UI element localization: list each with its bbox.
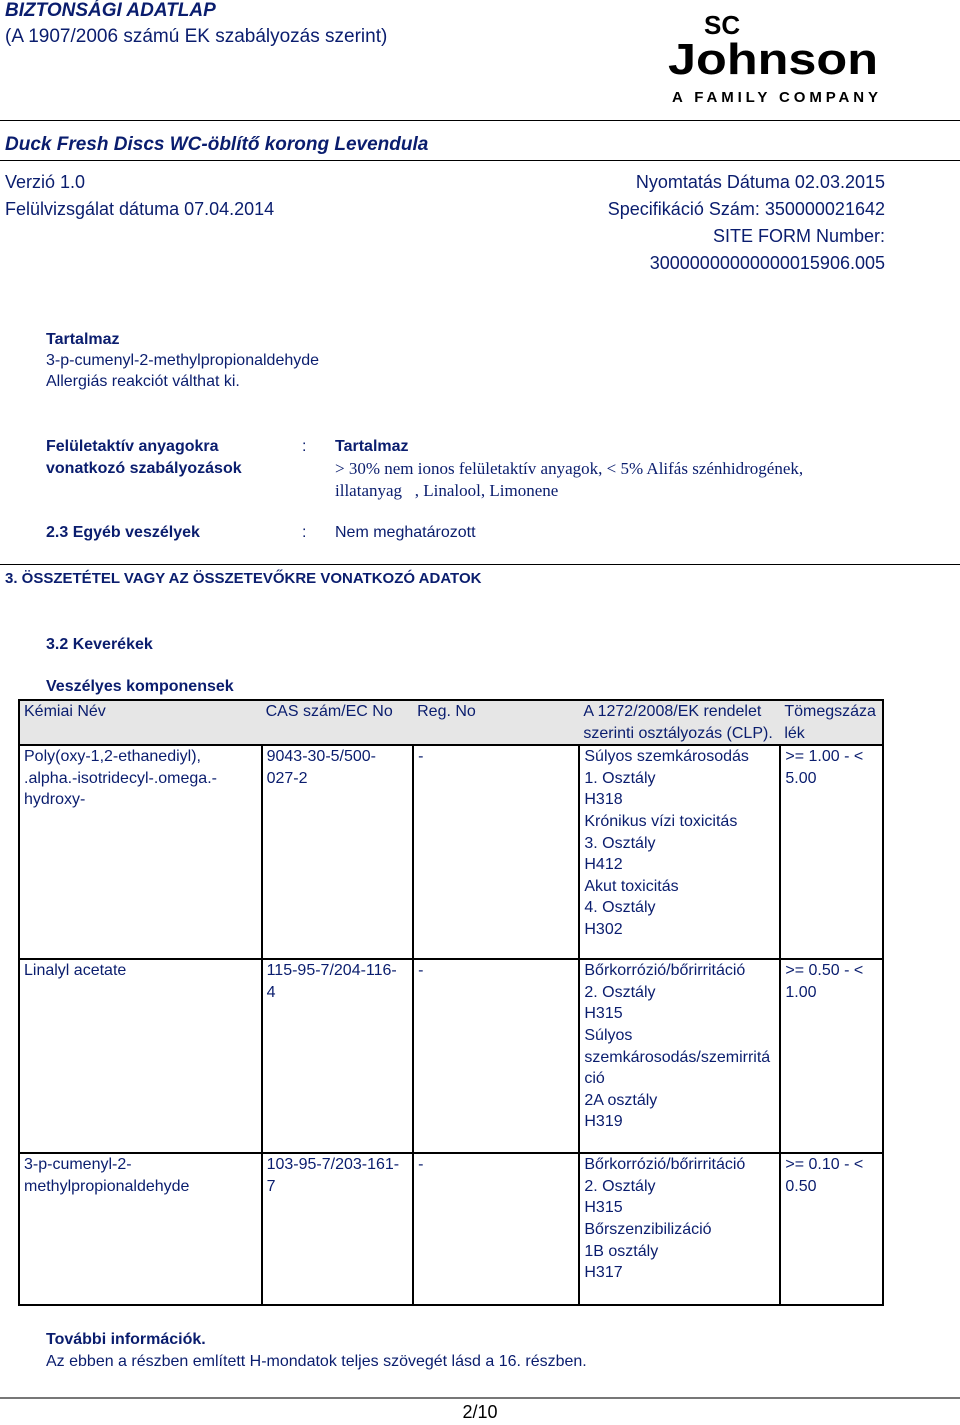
further-info-text: Az ebben a részben említett H-mondatok teljes szövegét lásd a 16. részben. xyxy=(46,1353,587,1370)
table-row xyxy=(19,745,883,959)
allergy-warning: Allergiás reakciót válthat ki. xyxy=(46,373,240,390)
surfactant-label-line1: Felületaktív anyagokra xyxy=(46,438,219,455)
chemical-name: Poly(oxy-1,2-ethanediyl), .alpha.-isotridecyl-.omega.- hydroxy- xyxy=(19,745,262,959)
svg-text:Johnson: Johnson xyxy=(668,35,878,84)
weight-percent: >= 0.10 - < 0.50 xyxy=(780,1153,883,1305)
clp-classification: Súlyos szemkárosodás 1. Osztály H318 Krónikus vízi toxicitás 3. Osztály H412 Akut toxicitás 4. Osztály H302 xyxy=(579,745,780,959)
chemical-name: 3-p-cumenyl-2- methylpropionaldehyde xyxy=(19,1153,262,1305)
spec-number-line xyxy=(608,199,885,220)
header-divider xyxy=(0,120,960,121)
surfactant-label-line2: vonatkozó szabályozások xyxy=(46,460,242,477)
version-line xyxy=(5,172,85,193)
product-name: Duck Fresh Discs WC-öblítő korong Levendula xyxy=(5,134,429,155)
document-subtitle: (A 1907/2006 számú EK szabályozás szerint) xyxy=(5,26,388,47)
section3-heading: 3. ÖSSZETÉTEL VAGY AZ ÖSSZETEVŐKRE VONATKOZÓ ADATOK xyxy=(5,570,482,587)
surfactant-heading: Tartalmaz xyxy=(335,438,409,455)
weight-percent: >= 0.50 - < 1.00 xyxy=(780,959,883,1153)
spec-number-value: 350000021642 xyxy=(764,199,885,219)
svg-text:SC: SC xyxy=(704,10,741,40)
cas-ec-number: 9043-30-5/500- 027-2 xyxy=(262,745,414,959)
section3-divider xyxy=(0,564,960,565)
reg-number: - xyxy=(413,1153,579,1305)
hazardous-components-table xyxy=(18,699,884,1306)
column-header-clp: A 1272/2008/EK rendelet szerinti osztályozás (CLP). xyxy=(579,700,780,745)
table-row xyxy=(19,1153,883,1305)
column-header-chemical-name: Kémiai Név xyxy=(19,700,262,745)
version-label: Verzió xyxy=(5,172,56,192)
site-form-value: 30000000000000015906.005 xyxy=(649,253,885,273)
table-row xyxy=(19,959,883,1153)
print-date-value: 02.03.2015 xyxy=(794,172,885,192)
cas-ec-number: 103-95-7/203-161- 7 xyxy=(262,1153,414,1305)
revision-label: Felülvizsgálat dátuma xyxy=(5,199,180,219)
reg-number: - xyxy=(413,959,579,1153)
clp-classification: Bőrkorrózió/bőrirritáció 2. Osztály H315 Súlyos szemkárosodás/szemirritá ció 2A osztály H319 xyxy=(579,959,780,1153)
svg-text:A FAMILY COMPANY: A FAMILY COMPANY xyxy=(672,89,878,106)
mixtures-subheading: 3.2 Keverékek xyxy=(46,636,153,653)
print-date-line xyxy=(636,172,885,193)
other-hazards-colon: : xyxy=(302,524,307,541)
table-header-row xyxy=(19,700,883,745)
site-form-label: SITE FORM Number: xyxy=(712,226,885,246)
surfactant-text-line1: > 30% nem ionos felületaktív anyagok, < 5% Alifás szénhidrogének, xyxy=(335,459,804,478)
other-hazards-label: 2.3 Egyéb veszélyek xyxy=(46,524,200,541)
hazardous-components-title: Veszélyes komponensek xyxy=(46,678,234,695)
revision-line xyxy=(5,199,274,220)
other-hazards-value: Nem meghatározott xyxy=(335,524,476,541)
spec-number-label: Specifikáció Szám: xyxy=(607,199,760,219)
surfactant-text-line2: illatanyag , Linalool, Limonene xyxy=(335,481,559,500)
surfactant-colon: : xyxy=(302,438,307,455)
chemical-name: Linalyl acetate xyxy=(19,959,262,1153)
column-header-reg-no: Reg. No xyxy=(413,700,579,745)
reg-number: - xyxy=(413,745,579,959)
cas-ec-number: 115-95-7/204-116- 4 xyxy=(262,959,414,1153)
further-info-heading: További információk. xyxy=(46,1331,206,1348)
document-title: BIZTONSÁGI ADATLAP xyxy=(5,0,216,21)
version-value: 1.0 xyxy=(60,172,86,192)
column-header-cas: CAS szám/EC No xyxy=(262,700,414,745)
page-number: 2/10 xyxy=(462,1402,498,1422)
print-date-label: Nyomtatás Dátuma xyxy=(635,172,790,192)
sc-johnson-logo xyxy=(668,10,883,110)
product-divider xyxy=(0,160,960,161)
weight-percent: >= 1.00 - < 5.00 xyxy=(780,745,883,959)
revision-value: 07.04.2014 xyxy=(184,199,275,219)
footer-divider xyxy=(0,1397,960,1399)
column-header-weight-percent: Tömegszázalék xyxy=(780,700,883,745)
contains-substance: 3-p-cumenyl-2-methylpropionaldehyde xyxy=(46,352,320,369)
contains-heading: Tartalmaz xyxy=(46,331,120,348)
clp-classification: Bőrkorrózió/bőrirritáció 2. Osztály H315 Bőrszenzibilizáció 1B osztály H317 xyxy=(579,1153,780,1305)
